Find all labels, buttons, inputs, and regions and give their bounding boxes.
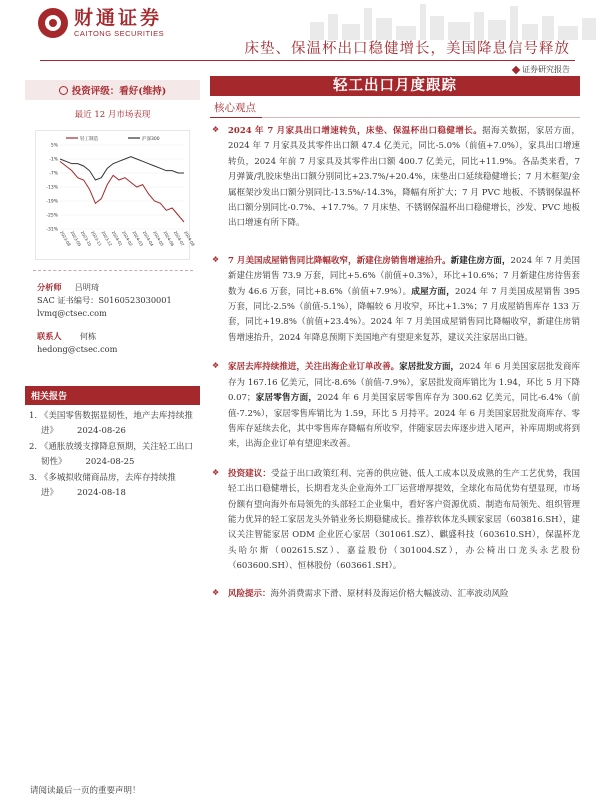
report-headline: 床垫、保温杯出口稳健增长，美国降息信号释放	[244, 41, 570, 57]
x-tick-label: 2024-04	[141, 230, 155, 247]
y-tick-label: -19%	[46, 199, 58, 205]
rating-text: 投资评级：看好(维持)	[71, 86, 167, 97]
legend-label: 沪深300	[142, 137, 160, 142]
report-header	[0, 0, 600, 72]
paragraph-heading: 2024 年 7 月家具出口增速转负，床垫、保温杯出口稳健增长。	[228, 126, 483, 136]
contact-info	[25, 330, 200, 356]
x-tick-label: 2024-05	[152, 230, 165, 247]
sac-number: S0160523030001	[98, 295, 172, 305]
contact-email[interactable]: hedong@ctsec.com	[37, 344, 118, 354]
series-line	[60, 157, 184, 180]
related-reports-list	[25, 405, 200, 500]
city-skyline-decoration	[300, 0, 600, 40]
section-tab-rule	[210, 117, 580, 118]
related-report-item[interactable]: 1. 《美国零售数据显韧性，地产去库持续推进》 2024-08-26	[29, 411, 193, 436]
x-tick-label: 2024-08	[183, 230, 196, 247]
paragraph-body: 受益于出口政策红利、完善的供应链、低人工成本以及成熟的生产工艺优势，我国轻工出口稳健增长，长期看龙头企业海外工厂运营增厚提效，全球化布局优势有望显现，市场份额有望向海外布局领先的头部轻工企业集中，看好客户资源优质、制造布局领先、组织管理能力优异的轻工家居龙头外销业务长期稳健成长。推荐软体龙头顾家家居（603816.SH），建议关注智能家居 ODM 企业匠心家居（301061.SZ）、麒盛科技（603610.SH），保温杯龙头哈尔斯（002615.SZ）、嘉益股份（301004.SZ），办公椅出口龙头永艺股份（603600.SH）、恒林股份（603661.SH）。	[228, 468, 580, 572]
sidebar	[25, 76, 200, 776]
contact-label: 联系人	[37, 331, 62, 341]
y-tick-label: -1%	[49, 157, 58, 163]
section-tab-core-view: 核心观点	[210, 100, 262, 118]
analyst-info	[25, 281, 200, 320]
performance-chart-svg	[36, 131, 196, 261]
paragraph-us-housing: ❖ 7 月美国成屋销售同比降幅收窄，新建住房销售增速抬升。新建住房方面，2024 年 7 月美国新建住房销售 73.9 万套，同比+5.6%（前值+0.3%），环比+10.6%；7 月新建住房待售套数为 46.6 万套，同比+8.6%（前值+7.9%）。成屋方面，2024 年 7 月美国成屋销售 395 万套，同比-2.5%（前值-5.1%），降幅较 6 月收窄，环比+1.3%；7 月成屋销售库存 133 万套，同比+19.8%（前值+23.4%）。2024 年 7 月美国成屋销售同比降幅收窄，新建住房销售增速抬升，2024 年降息预期下美国地产有望迎来复苏，建议关注家居出口链。	[212, 254, 580, 343]
paragraph-export	[210, 124, 580, 232]
x-tick-label: 2023-11	[90, 230, 103, 247]
y-tick-label: -13%	[46, 185, 58, 191]
performance-title: 最近 12 月市场表现	[74, 110, 151, 120]
paragraph-heading: 7 月美国成屋销售同比降幅收窄，新建住房销售增速抬升。	[228, 255, 451, 266]
diamond-icon	[512, 66, 520, 74]
performance-chart	[35, 130, 196, 260]
report-type-label: 证券研究报告	[513, 64, 570, 75]
x-tick-label: 2023-10	[79, 230, 93, 247]
rating-badge	[25, 80, 200, 100]
footer-disclaimer: 请阅读最后一页的重要声明！	[30, 786, 141, 796]
related-report-item[interactable]: 3. 《多城拟收储商品房，去库存持续推进》 2024-08-18	[29, 473, 176, 498]
rating-icon	[59, 86, 68, 95]
header-divider	[40, 60, 575, 61]
company-logo	[38, 8, 164, 38]
legend-label: 轻工制造	[80, 137, 98, 142]
paragraph-risk	[210, 587, 580, 602]
sac-label: SAC 证书编号：	[37, 295, 99, 305]
x-tick-label: 2024-02	[121, 230, 134, 247]
x-tick-label: 2023-08	[59, 230, 72, 247]
related-reports-title: 相关报告	[25, 386, 200, 405]
diamond-bullet-icon: ❖	[212, 254, 220, 264]
x-tick-label: 2023-09	[69, 230, 83, 247]
x-tick-label: 2024-03	[131, 230, 145, 247]
analyst-name: 吕明琦	[74, 282, 100, 292]
report-title: 轻工出口月度跟踪	[210, 76, 580, 96]
analyst-email[interactable]: lvmq@ctsec.com	[37, 308, 107, 318]
paragraph-heading: 家居去库持续推进，关注出海企业订单改善。	[228, 362, 400, 373]
paragraph-heading: 风险提示：	[228, 588, 271, 599]
x-tick-label: 2024-01	[110, 230, 124, 247]
analyst-label: 分析师	[37, 282, 62, 292]
diamond-bullet-icon: ❖	[212, 125, 220, 134]
y-tick-label: -7%	[49, 171, 58, 177]
diamond-bullet-icon: ❖	[212, 467, 220, 477]
logo-chinese-name: 财通证券	[74, 7, 163, 29]
diamond-bullet-icon: ❖	[212, 587, 220, 597]
paragraph-body: 海外消费需求下滑、原材料及海运价格大幅波动、汇率波动风险	[270, 588, 509, 599]
x-tick-label: 2024-07	[172, 230, 186, 247]
paragraph-body: 据海关数据，家居方面，2024 年 7 月家具及其零件出口额 47.4 亿美元，同比-5.0%（前值+7.0%），家具出口增速转负，2024 年前 7 月家具及其零件出口额 400.7 亿美元，同比+11.9%。各品类来看，7 月弹簧/乳胶床垫出口额分别同比+23.7%/+20.4%，床垫出口延续稳健增长；7 月木框架/金属框架沙发出口额分别同比-13.5%/-14.3%，降幅有所扩大；7 月 PVC 地板、不锈钢保温杯出口额分别同比-0.7%、+17.7%。7 月床垫、不锈钢保温杯出口稳健增长，沙发、PVC 地板出口增速有所下降。	[228, 126, 580, 229]
y-tick-label: 5%	[50, 143, 58, 149]
contact-name: 何栋	[79, 331, 97, 341]
y-tick-label: -31%	[46, 227, 58, 233]
paragraph-heading: 投资建议：	[228, 468, 271, 479]
paragraph-inventory: ❖ 家居去库持续推进，关注出海企业订单改善。家居批发方面，2024 年 6 月美国家居批发商库存为 167.16 亿美元，同比-8.6%（前值-7.9%），家居批发商库销比为 1.94，环比 5 月下降 0.07；家居零售方面，2024 年 6 月美国家居零售库存为 300.62 亿美元，同比-6.4%（前值-7.2%），家居零售库销比为 1.59，环比 5 月持平。2024 年 6 月美国家居批发商库存、零售库存延续去化，其中零售库存降幅有所收窄，伴随家居去库逐步进入尾声，补库周期或将到来，出海企业订单有望迎来改善。	[212, 361, 580, 450]
logo-emblem-icon	[38, 8, 68, 38]
diamond-bullet-icon: ❖	[212, 361, 220, 371]
sidebar-divider	[33, 270, 193, 271]
related-report-item[interactable]: 2. 《通胀放缓支撑降息预期，关注轻工出口韧性》 2024-08-25	[29, 442, 193, 467]
paragraph-investment-advice	[210, 467, 580, 575]
x-tick-label: 2023-12	[100, 230, 114, 247]
main-content	[210, 76, 580, 602]
logo-english-name: CAITONG SECURITIES	[74, 29, 165, 38]
y-tick-label: -25%	[46, 213, 58, 219]
x-tick-label: 2024-06	[162, 230, 176, 247]
